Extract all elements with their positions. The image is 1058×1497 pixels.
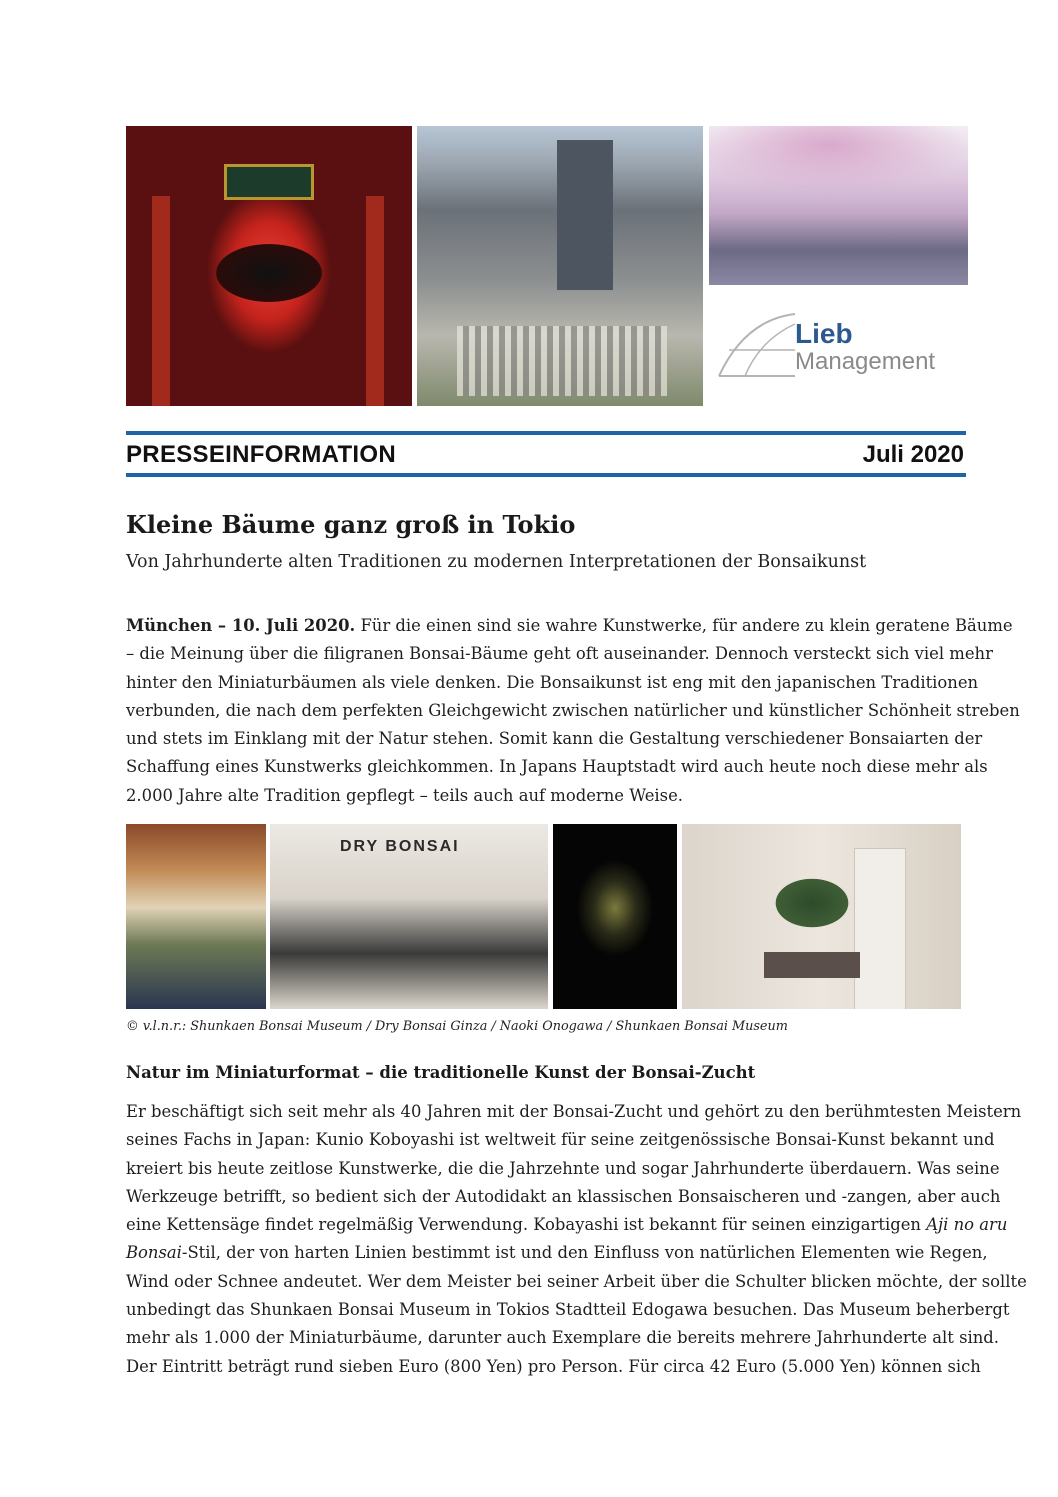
crosswalk [457, 326, 667, 396]
body-line: Bonsai-Stil, der von harten Linien bestimmt ist und den Einfluss von natürlichen Elementen wie Regen, [126, 1243, 988, 1263]
dry-bonsai-sign: DRY BONSAI [340, 838, 460, 855]
intro-line: 2.000 Jahre alte Tradition gepflegt – teils auch auf moderne Weise. [126, 785, 683, 805]
logo-text-management: Management [795, 348, 936, 375]
blossom-branch [709, 126, 968, 216]
temple-gate-photo [126, 126, 412, 406]
photo-caption: © v.l.n.r.: Shunkaen Bonsai Museum / Dry Bonsai Ginza / Naoki Onogawa / Shunkaen Bonsai Museum [126, 1019, 788, 1034]
body-line: Werkzeuge betrifft, so bedient sich der Autodidakt an klassischen Bonsaischeren und -zangen, aber auch [126, 1186, 1001, 1206]
body-line: seines Fachs in Japan: Kunio Koboyashi ist weltweit für seine zeitgenössische Bonsai-Kunst bekannt und [126, 1130, 995, 1150]
press-label: PRESSEINFORMATION [126, 441, 397, 468]
intro-line: – die Meinung über die filigranen Bonsai-Bäume geht oft auseinander. Dennoch versteckt sich viel mehr [126, 644, 993, 664]
bonsai-pot [764, 952, 860, 978]
bonsai-display-photo [682, 824, 961, 1009]
temple-pillar-left [152, 196, 170, 406]
lantern-band [216, 244, 322, 302]
city-crossing-photo [417, 126, 703, 406]
temple-sign [224, 164, 314, 200]
cherry-blossom-photo [709, 126, 968, 285]
temple-pillar-right [366, 196, 384, 406]
press-date: Juli 2020 [862, 441, 964, 468]
body-line: Er beschäftigt sich seit mehr als 40 Jahren mit der Bonsai-Zucht und gehört zu den berühmtesten Meistern [126, 1102, 1022, 1121]
body-line: eine Kettensäge findet regelmäßig Verwendung. Kobayashi ist bekannt für seinen einzigartigen Aji no aru [126, 1215, 1008, 1235]
intro-line: München – 10. Juli 2020. Für die einen sind sie wahre Kunstwerke, für andere zu klein geratene Bäume [126, 616, 1013, 635]
intro-line: verbunden, die nach dem perfekten Gleichgewicht zwischen natürlicher und künstlicher Schönheit streben [126, 700, 1020, 720]
style-name-italic: Aji no aru [926, 1215, 1008, 1235]
body-line: Der Eintritt beträgt rund sieben Euro (800 Yen) pro Person. Für circa 42 Euro (5.000 Yen) können sich [126, 1356, 981, 1376]
intro-paragraph [126, 612, 1020, 810]
intro-line: Schaffung eines Kunstwerks gleichkommen. In Japans Hauptstadt wird auch heute noch diese mehr als [126, 757, 988, 777]
logo-text-lieb: Lieb [795, 318, 853, 349]
press-header-bar [126, 431, 966, 477]
headline: Kleine Bäume ganz groß in Tokio [126, 510, 576, 539]
bonsai-master-photo [126, 824, 266, 1009]
subheadline: Von Jahrhunderte alten Traditionen zu modernen Interpretationen der Bonsaikunst [126, 552, 867, 572]
body-line: kreiert bis heute zeitlose Kunstwerke, die die Jahrzehnte und sogar Jahrhunderte überdauern. Was seine [126, 1158, 1000, 1178]
body-paragraph [126, 1098, 1027, 1381]
dark-bonsai-photo [553, 824, 677, 1009]
logo-arc-icon [715, 310, 805, 385]
dry-bonsai-shop-photo [270, 824, 548, 1009]
intro-line: und stets im Einklang mit der Natur stehen. Somit kann die Gestaltung verschiedener Bonsaiarten der [126, 729, 983, 749]
dateline: München – 10. Juli 2020. [126, 616, 356, 635]
company-logo [715, 310, 970, 385]
bonsai-tree [752, 858, 872, 948]
section-title: Natur im Miniaturformat – die traditionelle Kunst der Bonsai-Zucht [126, 1063, 756, 1082]
body-line: Wind oder Schnee andeutet. Wer dem Meister bei seiner Arbeit über die Schulter blicken möchte, der sollte [126, 1271, 1027, 1291]
city-tower [557, 140, 613, 290]
body-line: mehr als 1.000 der Miniaturbäume, darunter auch Exemplare die bereits mehrere Jahrhunderte alt sind. [126, 1328, 999, 1348]
intro-line: hinter den Miniaturbäumen als viele denken. Die Bonsaikunst ist eng mit den japanischen Traditionen [126, 672, 979, 692]
style-name-italic: Bonsai [126, 1243, 182, 1263]
body-line: unbedingt das Shunkaen Bonsai Museum in Tokios Stadtteil Edogawa besuchen. Das Museum beherbergt [126, 1300, 1010, 1320]
